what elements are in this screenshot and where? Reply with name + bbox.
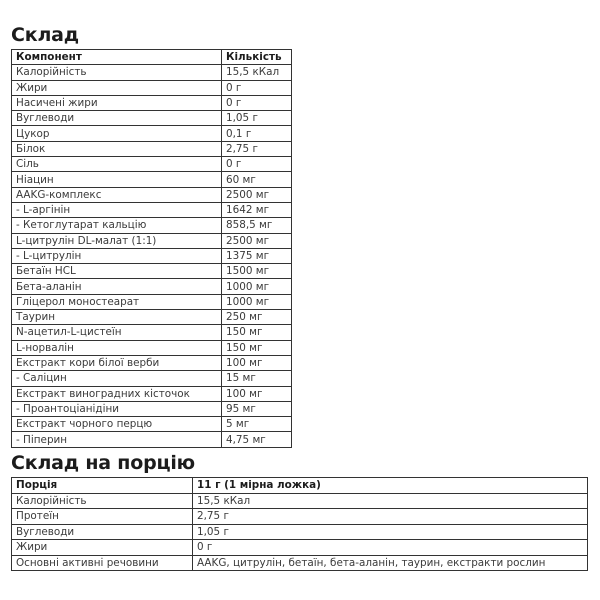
table-row: [12, 540, 588, 556]
row-value: 1,05 г: [193, 524, 588, 540]
row-value: 15,5 кКал: [222, 65, 292, 80]
row-value: 100 мг: [222, 386, 292, 401]
row-value: 0 г: [222, 157, 292, 172]
row-label: L-норвалін: [12, 340, 222, 355]
row-label: Вуглеводи: [12, 111, 222, 126]
table-row: [12, 141, 292, 156]
table-row: [12, 248, 292, 263]
table-header-row: [12, 478, 588, 494]
row-label: - Проантоціанідіни: [12, 401, 222, 416]
table-row: [12, 126, 292, 141]
row-label: Таурин: [12, 310, 222, 325]
table-row: [12, 355, 292, 370]
row-value: 150 мг: [222, 325, 292, 340]
row-label: Калорійність: [12, 65, 222, 80]
row-label: Екстракт виноградних кісточок: [12, 386, 222, 401]
row-value: 0 г: [193, 540, 588, 556]
table-row: [12, 524, 588, 540]
table-row: [12, 172, 292, 187]
composition-table: [11, 49, 292, 448]
table-row: [12, 310, 292, 325]
row-value: 1375 мг: [222, 248, 292, 263]
row-label: - L-цитрулін: [12, 248, 222, 263]
table-row: [12, 264, 292, 279]
row-value: 1500 мг: [222, 264, 292, 279]
header-amount: Кількість: [222, 50, 292, 65]
row-value: 858,5 мг: [222, 218, 292, 233]
table-row: [12, 509, 588, 525]
row-value: 2,75 г: [222, 141, 292, 156]
row-label: Екстракт кори білої верби: [12, 355, 222, 370]
table-row: [12, 417, 292, 432]
row-label: Бетаїн HCL: [12, 264, 222, 279]
table-row: [12, 371, 292, 386]
row-label: Калорійність: [12, 493, 193, 509]
table-row: [12, 493, 588, 509]
row-value: 15,5 кКал: [193, 493, 588, 509]
row-value: 2500 мг: [222, 233, 292, 248]
table-row: [12, 279, 292, 294]
row-label: - L-аргінін: [12, 202, 222, 217]
table-row: [12, 187, 292, 202]
table-header-row: [12, 50, 292, 65]
per-serving-table: [11, 477, 588, 571]
table-row: [12, 401, 292, 416]
table-row: [12, 325, 292, 340]
row-value: 0,1 г: [222, 126, 292, 141]
row-label: Протеїн: [12, 509, 193, 525]
row-label: Гліцерол моностеарат: [12, 294, 222, 309]
per-serving-title: Склад на порцію: [11, 452, 195, 474]
table-row: [12, 340, 292, 355]
table-row: [12, 432, 292, 447]
row-value: 150 мг: [222, 340, 292, 355]
row-label: Жири: [12, 540, 193, 556]
row-value: 250 мг: [222, 310, 292, 325]
row-value: 60 мг: [222, 172, 292, 187]
header-serving: Порція: [12, 478, 193, 494]
row-label: Ніацин: [12, 172, 222, 187]
row-value: 1,05 г: [222, 111, 292, 126]
table-row: [12, 202, 292, 217]
table-row: [12, 218, 292, 233]
row-value: 15 мг: [222, 371, 292, 386]
table-row: [12, 111, 292, 126]
row-value: 1000 мг: [222, 279, 292, 294]
row-label: Білок: [12, 141, 222, 156]
row-value: 0 г: [222, 95, 292, 110]
row-label: - Кетоглутарат кальцію: [12, 218, 222, 233]
row-label: Сіль: [12, 157, 222, 172]
table-row: [12, 157, 292, 172]
composition-title: Склад: [11, 24, 79, 46]
row-value: 1642 мг: [222, 202, 292, 217]
row-value: 100 мг: [222, 355, 292, 370]
row-value: 4,75 мг: [222, 432, 292, 447]
row-label: L-цитрулін DL-малат (1:1): [12, 233, 222, 248]
row-value: 0 г: [222, 80, 292, 95]
row-value: 1000 мг: [222, 294, 292, 309]
row-label: - Саліцин: [12, 371, 222, 386]
row-label: Основні активні речовини: [12, 555, 193, 571]
row-value: AAKG, цитрулін, бетаїн, бета-аланін, таурин, екстракти рослин: [193, 555, 588, 571]
table-row: [12, 233, 292, 248]
row-label: Цукор: [12, 126, 222, 141]
header-serving-size: 11 г (1 мірна ложка): [193, 478, 588, 494]
row-value: 2500 мг: [222, 187, 292, 202]
row-label: Жири: [12, 80, 222, 95]
row-label: Бета-аланін: [12, 279, 222, 294]
header-component: Компонент: [12, 50, 222, 65]
row-label: Вуглеводи: [12, 524, 193, 540]
row-value: 95 мг: [222, 401, 292, 416]
table-row: [12, 386, 292, 401]
row-value: 2,75 г: [193, 509, 588, 525]
row-label: N-ацетил-L-цистеїн: [12, 325, 222, 340]
row-label: AAKG-комплекс: [12, 187, 222, 202]
row-label: Екстракт чорного перцю: [12, 417, 222, 432]
table-row: [12, 555, 588, 571]
row-label: - Піперин: [12, 432, 222, 447]
table-row: [12, 80, 292, 95]
table-row: [12, 95, 292, 110]
row-value: 5 мг: [222, 417, 292, 432]
table-row: [12, 294, 292, 309]
row-label: Насичені жири: [12, 95, 222, 110]
table-row: [12, 65, 292, 80]
